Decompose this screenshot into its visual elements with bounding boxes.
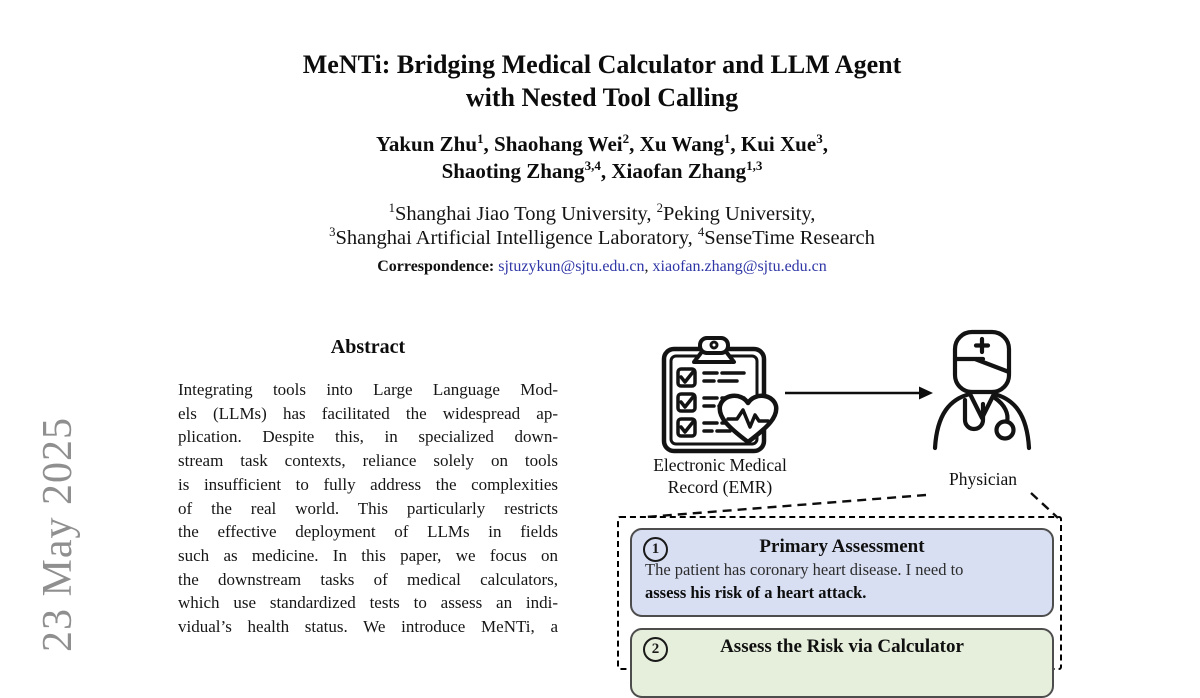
emr-label-line2: Record (EMR): [667, 476, 773, 497]
author-line1: Yakun Zhu$^1$, Shaohang Wei$^2$, Xu Wang$^1$, Kui Xue$^3$,: [376, 131, 828, 156]
emr-clipboard-icon: [648, 335, 788, 457]
affiliation-line2: $^3$Shanghai Artificial Intelligence Laboratory, $^4$SenseTime Research: [329, 225, 875, 249]
paper-title-line2: with Nested Tool Calling: [465, 83, 739, 112]
step1-body: [632, 558, 1052, 604]
step2-number-badge: 2: [643, 637, 668, 662]
abstract-heading: Abstract: [330, 336, 406, 358]
physician-icon: [929, 328, 1035, 448]
abstract-text-line: plication. Despite this, in specialized down-: [178, 427, 558, 447]
abstract-section: [178, 336, 558, 639]
abstract-text-line: such as medicine. In this paper, we focus on: [178, 545, 558, 565]
abstract-text-line: els (LLMs) has facilitated the widespread ap-: [178, 403, 558, 423]
abstract-text-line: vidual’s health status. We introduce MeNTi, a: [178, 617, 558, 637]
correspondence-line: [178, 258, 1026, 276]
author-list: [178, 131, 1026, 185]
affiliations: [178, 202, 1026, 250]
correspondence-email-2[interactable]: xiaofan.zhang@sjtu.edu.cn: [652, 258, 827, 275]
abstract-text-line: which use standardized tests to assess an indi-: [178, 593, 558, 613]
email-separator: ,: [644, 258, 653, 275]
step1-body-line2: assess his risk of a heart attack.: [645, 582, 867, 602]
abstract-text-line: stream task contexts, reliance solely on tools: [178, 451, 558, 471]
paper-title: [178, 48, 1026, 114]
author-line2: Shaoting Zhang$^{3,4}$, Xiaofan Zhang$^{1,3}$: [441, 158, 763, 183]
affiliation-line1: $^1$Shanghai Jiao Tong University, $^2$Peking University,: [388, 201, 816, 225]
step1-number-badge: 1: [643, 537, 668, 562]
emr-label: [620, 455, 820, 498]
abstract-text-line: is insufficient to fully address the complexities: [178, 474, 558, 494]
step2-calculator-box: [630, 628, 1054, 698]
arxiv-date-stamp: 23 May 2025: [35, 417, 81, 652]
step1-primary-assessment-box: [630, 528, 1054, 617]
abstract-text-line: Integrating tools into Large Language Mod-: [178, 380, 558, 399]
step1-body-line1: The patient has coronary heart disease. I need to: [645, 560, 964, 579]
abstract-text-line: the downstream tasks of medical calculators,: [178, 569, 558, 589]
paper-title-line1: MeNTi: Bridging Medical Calculator and LLM Agent: [302, 50, 902, 79]
correspondence-label: Correspondence:: [377, 258, 495, 275]
correspondence-email-1[interactable]: sjtuzykun@sjtu.edu.cn: [498, 258, 645, 275]
step1-title: Primary Assessment: [759, 536, 925, 557]
emr-label-line1: Electronic Medical: [653, 455, 787, 475]
step2-title: Assess the Risk via Calculator: [720, 636, 964, 657]
abstract-text-line: the effective deployment of LLMs in fields: [178, 522, 558, 542]
abstract-text-line: of the real world. This particularly restricts: [178, 498, 558, 518]
physician-label: Physician: [948, 469, 1018, 489]
